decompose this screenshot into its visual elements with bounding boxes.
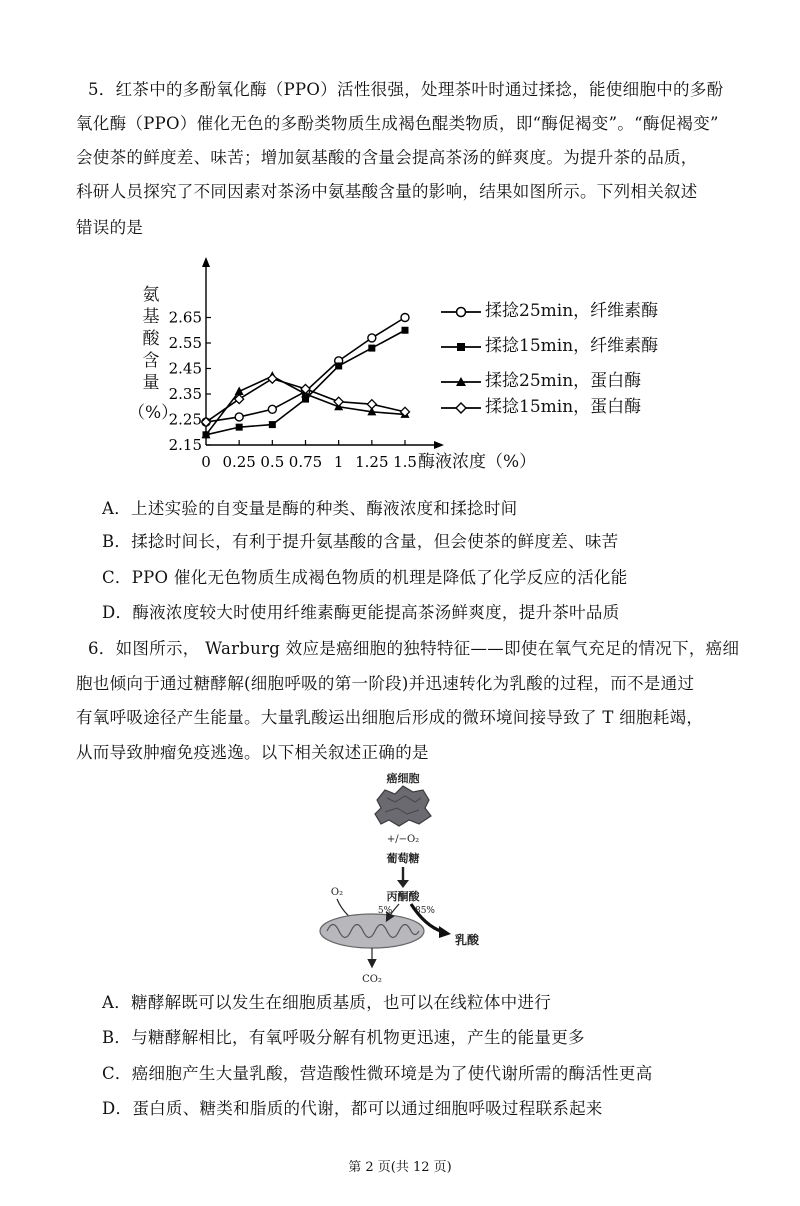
q5-line-4: 科研人员探究了不同因素对茶汤中氨基酸含量的影响，结果如图所示。下列相关叙述: [76, 182, 698, 201]
y-label-char: 含: [142, 351, 160, 371]
q6-line-2: 胞也倾向于通过糖酵解(细胞呼吸的第一阶段)并迅速转化为乳酸的过程，而不是通过: [76, 674, 695, 693]
data-point-s2: [269, 421, 276, 428]
y-tick-label: 2.55: [168, 334, 202, 352]
y-label-char: 基: [142, 307, 160, 327]
x-tick-label: 0.25: [222, 453, 256, 471]
diagram-lactate-label: 乳酸: [455, 933, 480, 947]
y-label-char: 酸: [142, 329, 160, 349]
mitochondrion-icon: [320, 914, 424, 948]
page-footer: 第 2 页(共 12 页): [348, 1160, 452, 1175]
x-axis-arrow: [434, 441, 444, 449]
diagram-pyruvate-label: 丙酮酸: [386, 890, 420, 903]
data-point-s4: [367, 400, 376, 409]
y-tick-label: 2.25: [168, 410, 202, 429]
diagram-glucose-label: 葡萄糖: [386, 852, 420, 865]
legend-item-4: 揉捻15min，蛋白酶: [441, 394, 641, 420]
x-tick-label: 0.5: [260, 453, 285, 471]
amino-acid-chart: [150, 255, 450, 480]
q5-option-b: B．揉捻时间长，有利于提升氨基酸的含量，但会使茶的鲜度差、味苦: [102, 532, 619, 551]
q5-option-d: D．酶液浓度较大时使用纤维素酶更能提高茶汤鲜爽度，提升茶叶品质: [102, 603, 620, 622]
x-tick-label: 0: [201, 453, 211, 471]
data-point-s2: [236, 424, 243, 431]
x-tick-label: 1: [333, 453, 344, 471]
chart-x-label: 酶液浓度（%）: [418, 452, 537, 472]
y-label-char: 量: [142, 373, 160, 393]
data-point-s1: [368, 334, 376, 342]
diagram-5pct: 5%: [377, 906, 393, 916]
q6-option-c: C．癌细胞产生大量乳酸，营造酸性微环境是为了使代谢所需的酶活性更高: [102, 1064, 653, 1083]
q5-option-a: A．上述实验的自变量是酶的种类、酶液浓度和揉捻时间: [102, 499, 518, 518]
q6-line-4: 从而导致肿瘤免疫逃逸。以下相关叙述正确的是: [76, 743, 429, 762]
legend-marker-circle-open: [441, 305, 481, 319]
q6-line-1: 6．如图所示， Warburg 效应是癌细胞的独特特征——即使在氧气充足的情况下，癌细: [88, 639, 740, 658]
diagram-co2-label: CO₂: [362, 974, 382, 985]
legend-item-2: 揉捻15min，纤维素酶: [441, 333, 658, 359]
data-point-s4: [401, 407, 410, 416]
diagram-cancer-cell-label: 癌细胞: [386, 772, 420, 785]
data-point-s2: [368, 345, 375, 352]
y-label-unit: （%）: [128, 403, 179, 423]
data-point-s1: [401, 314, 409, 322]
q5-line-2: 氧化酶（PPO）催化无色的多酚类物质生成褐色醌类物质，即“酶促褐变”。“酶促褐变”: [76, 114, 719, 133]
y-tick-label: 2.15: [168, 436, 202, 454]
q6-option-b: B．与糖酵解相比，有氧呼吸分解有机物更迅速，产生的能量更多: [102, 1028, 585, 1047]
diagram-85pct: 85%: [414, 906, 436, 916]
legend-marker-square-filled: [441, 340, 481, 354]
diagram-o2-label: O₂: [330, 887, 344, 898]
x-tick-label: 0.75: [288, 453, 323, 471]
y-tick-label: 2.65: [168, 308, 202, 327]
q5-line-5: 错误的是: [76, 218, 144, 237]
x-tick-label: 1.25: [355, 453, 389, 471]
warburg-diagram: [315, 768, 495, 990]
q5-line-3: 会使茶的鲜度差、味苦；增加氨基酸的含量会提高茶汤的鲜爽度。为提升茶的品质，: [76, 148, 698, 167]
q6-option-a: A．糖酵解既可以发生在细胞质基质，也可以在线粒体中进行: [102, 993, 552, 1012]
q6-line-3: 有氧呼吸途径产生能量。大量乳酸运出细胞后形成的微环境间接导致了 T 细胞耗竭，: [76, 708, 704, 727]
legend-item-3: 揉捻25min，蛋白酶: [441, 368, 641, 394]
data-point-s1: [268, 405, 276, 413]
data-point-s4: [268, 374, 277, 383]
y-axis-arrow: [202, 257, 210, 267]
q5-line-1: 5．红茶中的多酚氧化酶（PPO）活性很强，处理茶叶时通过揉捻，能使细胞中的多酚: [88, 80, 724, 99]
q5-option-c: C．PPO 催化无色物质生成褐色物质的机理是降低了化学反应的活化能: [102, 568, 628, 587]
y-tick-label: 2.35: [168, 385, 202, 403]
cancer-cell-icon: [375, 786, 431, 826]
data-point-s1: [235, 413, 243, 421]
q6-number: 6．: [88, 639, 116, 658]
legend-marker-diamond-open: [441, 401, 481, 415]
data-point-s2: [335, 362, 342, 369]
y-tick-label: 2.45: [168, 359, 202, 378]
legend-marker-triangle-filled: [441, 375, 481, 389]
x-tick-label: 1.5: [393, 453, 417, 471]
q5-number: 5．: [88, 80, 116, 99]
q6-option-d: D．蛋白质、糖类和脂质的代谢，都可以通过细胞呼吸过程联系起来: [102, 1099, 603, 1118]
legend-item-1: 揉捻25min，纤维素酶: [441, 298, 658, 324]
y-label-char: 氨: [142, 285, 160, 305]
data-point-s2: [402, 327, 409, 334]
series-line-1: [206, 318, 405, 423]
diagram-oxygen-condition: +/−O₂: [386, 834, 420, 845]
